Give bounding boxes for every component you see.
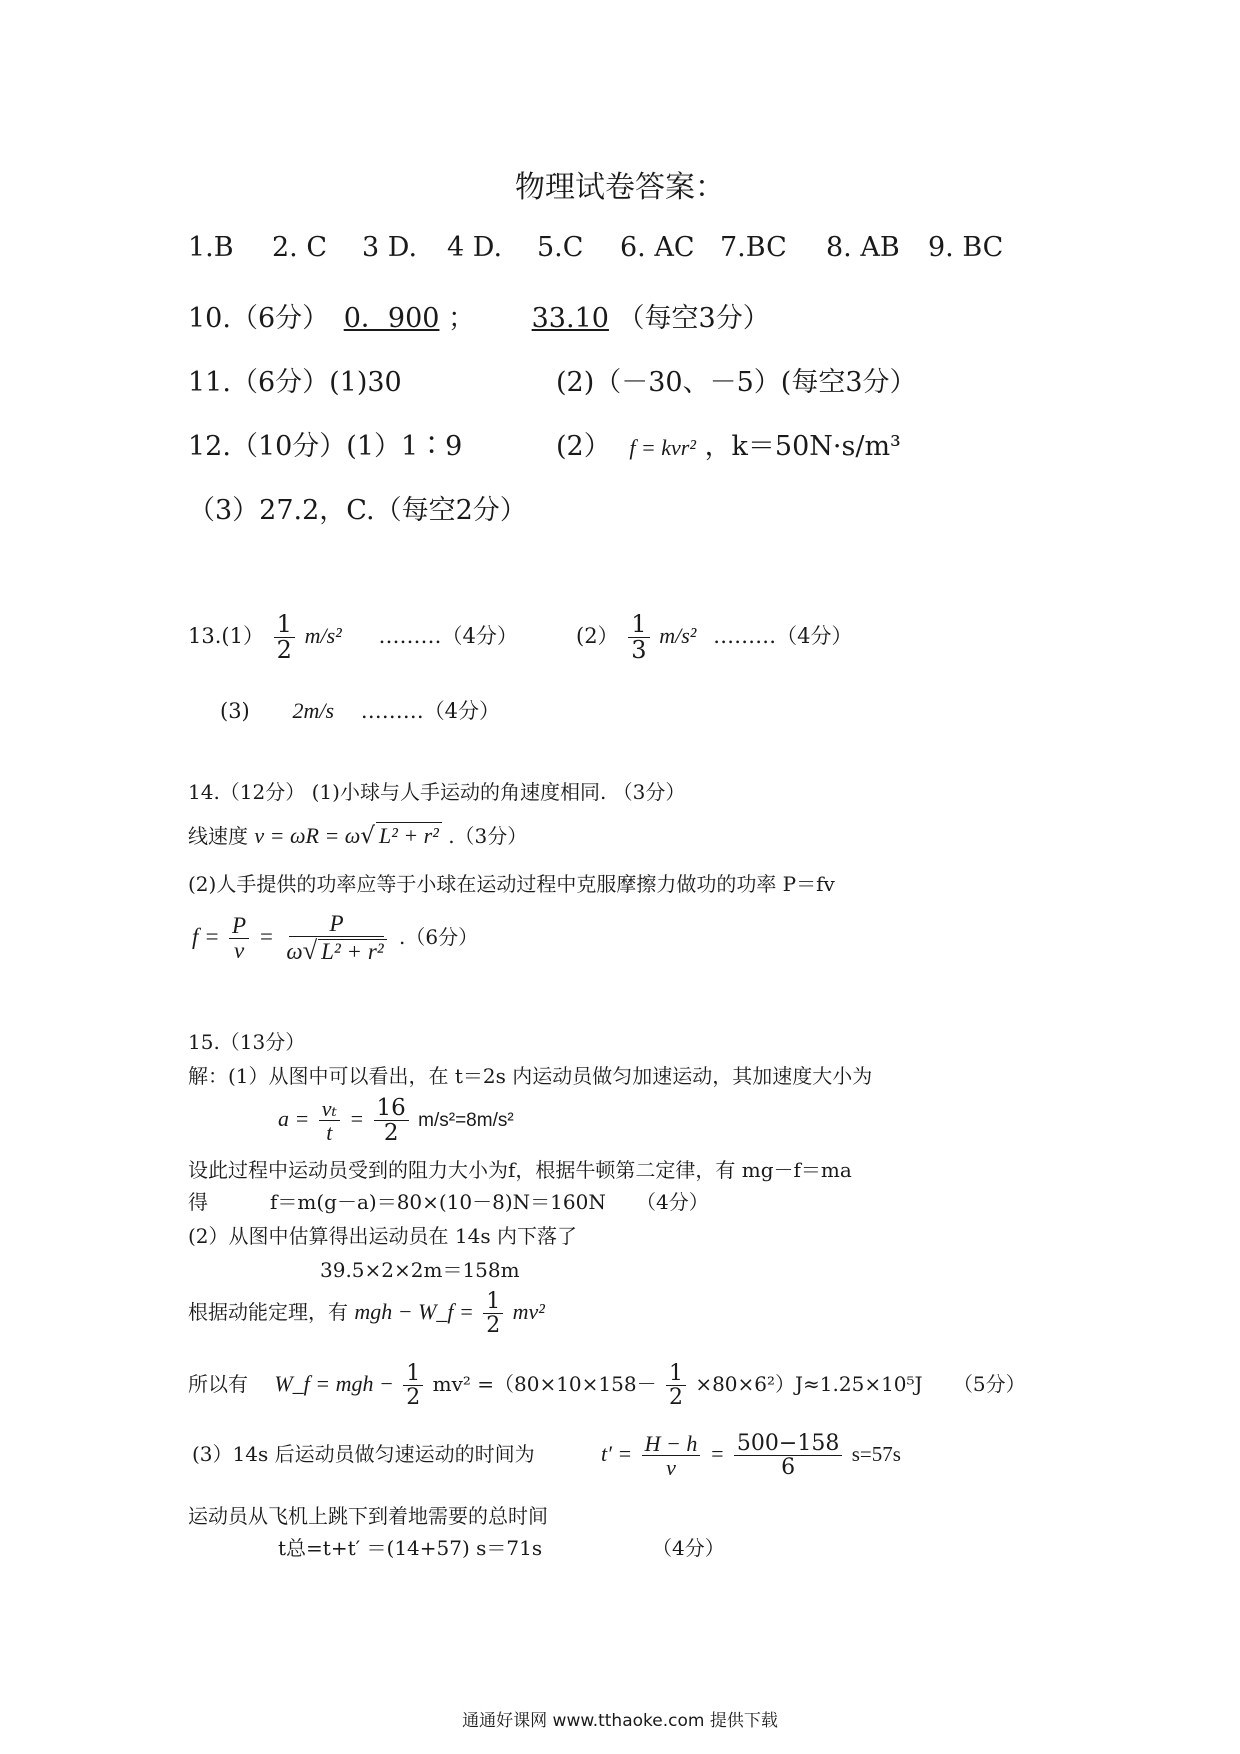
q15-work-mid: mv² =（80×10×158－ bbox=[432, 1372, 657, 1397]
q15-work-lhs: W_f = mgh − bbox=[274, 1371, 394, 1397]
q15-time-lhs: t′ = bbox=[600, 1441, 633, 1467]
q12-part2-label: (2） bbox=[556, 431, 611, 462]
q13-fraction-1 bbox=[274, 612, 295, 663]
q12-constant: ，k＝50N·s/m³ bbox=[704, 431, 901, 462]
q15-half2-num: 1 bbox=[403, 1362, 423, 1386]
q10-answer-1: 0．900 bbox=[343, 303, 440, 334]
q13-unit-2: m/s² bbox=[659, 623, 697, 649]
q12-part2 bbox=[556, 424, 901, 463]
q12-formula: f = kvr² bbox=[629, 435, 696, 460]
q14-line2-prefix: 线速度 bbox=[188, 824, 248, 848]
q15-line11 bbox=[278, 1532, 738, 1561]
q15-acceleration-value: m/s²=8m/s² bbox=[418, 1110, 514, 1132]
q15-time-fraction-1 bbox=[642, 1432, 701, 1479]
q10-note: （每空3分） bbox=[617, 303, 770, 334]
q15-score-1: （4分） bbox=[636, 1190, 709, 1214]
q13-f1-den: 2 bbox=[276, 636, 292, 665]
q14-line3: (2)人手提供的功率应等于小球在运动过程中克服摩擦力做功的功率 P＝fv bbox=[188, 872, 835, 896]
q14-fraction-1 bbox=[229, 914, 249, 963]
q15-score-3: （4分） bbox=[652, 1536, 725, 1560]
q15-half-fraction-3 bbox=[666, 1362, 686, 1409]
equals-sign: = bbox=[709, 1441, 725, 1467]
q13-f2-den: 3 bbox=[631, 636, 647, 665]
q15-half-fraction bbox=[483, 1290, 503, 1337]
q15-half2-den: 2 bbox=[406, 1385, 421, 1411]
choice-7: 7.BC bbox=[720, 232, 787, 263]
q10-answer-2: 33.10 bbox=[531, 303, 609, 334]
q10-separator: ； bbox=[448, 303, 476, 334]
q15-line10: 运动员从飞机上跳下到着地需要的总时间 bbox=[188, 1504, 548, 1528]
q14-line4-suffix: .（6分） bbox=[399, 924, 479, 949]
q15-line2 bbox=[278, 1096, 514, 1145]
choice-4: 4 D. bbox=[447, 232, 503, 263]
q13-p3-label: (3) bbox=[220, 699, 250, 723]
q14-frac2-num: P bbox=[289, 912, 383, 937]
q10-line bbox=[188, 296, 770, 335]
q13-unit-1: m/s² bbox=[304, 623, 342, 649]
q15-half-num: 1 bbox=[483, 1290, 503, 1314]
q14-line2-suffix: .（3分） bbox=[448, 824, 528, 848]
choice-9: 9. BC bbox=[928, 232, 1004, 263]
q15-line7-prefix: 根据动能定理，有 bbox=[188, 1300, 348, 1325]
q14-fraction-2 bbox=[283, 912, 389, 965]
q15-line7 bbox=[188, 1290, 545, 1337]
q11-part2: (2)（－30、－5）(每空3分） bbox=[556, 367, 917, 398]
q14-velocity-formula: v = ωR = ω bbox=[254, 823, 361, 848]
q14-line2 bbox=[188, 820, 527, 849]
q14-line1: 14.（12分） (1)小球与人手运动的角速度相同. （3分） bbox=[188, 780, 686, 804]
choice-2: 2. C bbox=[272, 232, 328, 263]
q15-frac-vt bbox=[319, 1097, 340, 1144]
choice-1: 1.B bbox=[188, 232, 234, 263]
q14-omega: ω bbox=[286, 939, 303, 965]
choice-6: 6. AC bbox=[620, 232, 695, 263]
q13-score-2: ………（4分） bbox=[713, 624, 853, 649]
q13-p3-value: 2m/s bbox=[292, 698, 334, 723]
q14-frac2-den bbox=[283, 937, 389, 965]
q15-line6: 39.5×2×2m＝158m bbox=[320, 1258, 520, 1282]
q15-a-lhs: a = bbox=[278, 1106, 310, 1132]
q14-f-lhs: f = bbox=[192, 923, 220, 949]
q15-time-frac2-num: 500−158 bbox=[734, 1432, 842, 1456]
q15-time-fraction-2 bbox=[734, 1432, 842, 1479]
q15-frac-vt-den: t bbox=[326, 1120, 333, 1146]
q13-line2 bbox=[220, 695, 500, 725]
q14-line4 bbox=[192, 912, 478, 965]
q13-fraction-2 bbox=[628, 612, 649, 663]
q15-line5: (2）从图中估算得出运动员在 14s 内下落了 bbox=[188, 1224, 577, 1248]
sqrt-sign-icon: √ bbox=[360, 823, 375, 849]
sqrt-sign-icon: √ bbox=[302, 935, 318, 966]
choice-5: 5.C bbox=[537, 232, 584, 263]
q15-energy-tail: mv² bbox=[512, 1299, 545, 1325]
q15-line8-prefix: 所以有 bbox=[188, 1372, 248, 1397]
q15-line9 bbox=[192, 1432, 901, 1479]
q15-time-result: s=57s bbox=[851, 1442, 901, 1467]
q10-label: 10.（6分） bbox=[188, 303, 330, 334]
choice-8: 8. AB bbox=[826, 232, 900, 263]
q13-f2-num: 1 bbox=[628, 612, 649, 638]
q15-half3-num: 1 bbox=[666, 1362, 686, 1386]
q15-total-time: t总=t+t′ ＝(14+57) s＝71s bbox=[278, 1536, 543, 1560]
q15-work-tail: ×80×6²）J≈1.25×10⁵J bbox=[695, 1372, 923, 1397]
q13-line1b bbox=[576, 612, 852, 663]
q11-part1: 11.（6分）(1)30 bbox=[188, 367, 402, 398]
q14-frac2-radicand: L² + r² bbox=[318, 939, 387, 964]
q13-line1 bbox=[188, 612, 518, 663]
q15-time-frac2-den: 6 bbox=[781, 1455, 796, 1481]
q15-time-frac1-den: v bbox=[666, 1455, 676, 1481]
q15-frac-vt-num: vₜ bbox=[319, 1097, 340, 1121]
q15-line9-prefix: (3）14s 后运动员做匀速运动的时间为 bbox=[192, 1442, 535, 1467]
q13-label: 13.(1） bbox=[188, 624, 264, 649]
q15-line8 bbox=[188, 1362, 1026, 1409]
choice-3: 3 D. bbox=[362, 232, 418, 263]
q12-part3: （3）27.2，C.（每空2分） bbox=[188, 495, 527, 526]
equals-sign: = bbox=[349, 1106, 365, 1132]
q15-line3: 设此过程中运动员受到的阻力大小为f，根据牛顿第二定律，有 mg－f＝ma bbox=[188, 1158, 852, 1182]
q15-score-2: （5分） bbox=[952, 1372, 1026, 1397]
page-title: 物理试卷答案： bbox=[515, 170, 725, 205]
q15-frac-16-2 bbox=[374, 1096, 409, 1145]
q15-frac-16-num: 16 bbox=[374, 1096, 409, 1121]
q13-score-1: ………（4分） bbox=[378, 624, 518, 649]
q15-half-fraction-2 bbox=[403, 1362, 423, 1409]
q13-score-3: ………（4分） bbox=[360, 699, 501, 723]
footer-source: 通通好课网 www.tthaoke.com 提供下载 bbox=[462, 1711, 778, 1731]
q13-p2-label: (2） bbox=[576, 624, 619, 649]
q15-header: 15.（13分） bbox=[188, 1030, 306, 1054]
q15-line4-de: 得 bbox=[188, 1190, 208, 1214]
q15-half-den: 2 bbox=[486, 1313, 501, 1339]
equals-sign: = bbox=[258, 923, 274, 949]
q13-f1-num: 1 bbox=[274, 612, 295, 638]
q15-line1: 解：(1）从图中可以看出，在 t＝2s 内运动员做匀加速运动，其加速度大小为 bbox=[188, 1064, 873, 1088]
q14-radicand: L² + r² bbox=[376, 822, 442, 849]
q15-time-frac1-num: H − h bbox=[642, 1432, 701, 1456]
q14-frac1-num: P bbox=[229, 914, 249, 939]
q15-line4 bbox=[188, 1186, 748, 1215]
q12-part1: 12.（10分）(1）1∶9 bbox=[188, 431, 463, 462]
q15-half3-den: 2 bbox=[668, 1385, 683, 1411]
q14-frac1-den: v bbox=[233, 937, 245, 963]
q15-friction-result: f＝m(g－a)＝80×(10－8)N＝160N bbox=[270, 1190, 606, 1214]
q15-frac-2-den: 2 bbox=[383, 1120, 399, 1147]
q15-energy-lhs: mgh − W_f = bbox=[354, 1299, 474, 1325]
